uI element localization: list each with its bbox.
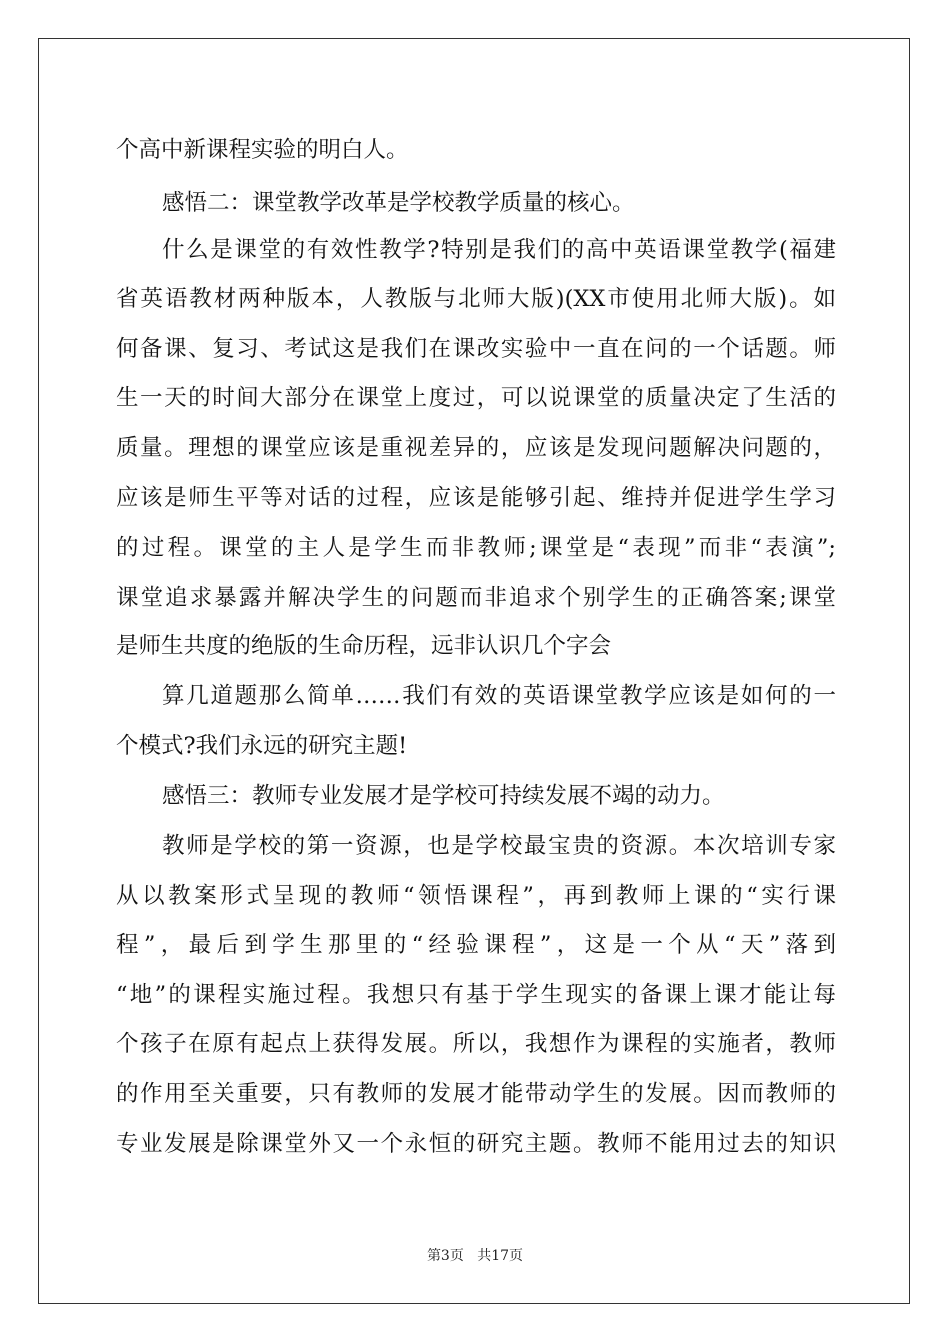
page-footer <box>0 1246 950 1266</box>
text-line: 从以教案形式呈现的教师“领悟课程”，再到教师上课的“实行课 <box>116 883 836 909</box>
text-line: 生一天的时间大部分在课堂上度过，可以说课堂的质量决定了生活的 <box>116 385 836 411</box>
text-line: 什么是课堂的有效性教学?特别是我们的高中英语课堂教学(福建 <box>162 237 836 263</box>
text-line: 质量。理想的课堂应该是重视差异的，应该是发现问题解决问题的， <box>116 435 836 461</box>
text-line: 是师生共度的绝版的生命历程，远非认识几个字会 <box>116 633 612 659</box>
text-line: 个模式?我们永远的研究主题! <box>116 733 408 759</box>
text-line: 专业发展是除课堂外又一个永恒的研究主题。教师不能用过去的知识 <box>116 1131 836 1157</box>
text-line: 课堂追求暴露并解决学生的问题而非追求个别学生的正确答案;课堂 <box>116 585 836 611</box>
section-heading: 感悟三：教师专业发展才是学校可持续发展不竭的动力。 <box>162 783 725 809</box>
text-line: 应该是师生平等对话的过程，应该是能够引起、维持并促进学生学习 <box>116 485 836 511</box>
text-line: 的过程。课堂的主人是学生而非教师;课堂是“表现”而非“表演”; <box>116 535 836 561</box>
text-line: 程”，最后到学生那里的“经验课程”，这是一个从“天”落到 <box>116 932 836 958</box>
text-line: 个高中新课程实验的明白人。 <box>116 137 409 163</box>
text-line: 算几道题那么简单……我们有效的英语课堂教学应该是如何的一 <box>162 683 836 709</box>
page-border <box>38 38 910 1304</box>
text-line: “地”的课程实施过程。我想只有基于学生现实的备课上课才能让每 <box>116 982 836 1008</box>
text-line: 的作用至关重要，只有教师的发展才能带动学生的发展。因而教师的 <box>116 1081 836 1107</box>
text-line: 何备课、复习、考试这是我们在课改实验中一直在问的一个话题。师 <box>116 336 836 362</box>
section-heading: 感悟二：课堂教学改革是学校教学质量的核心。 <box>162 190 635 216</box>
page-total: 共17页 <box>477 1248 524 1264</box>
text-line: 省英语教材两种版本，人教版与北师大版)(XX市使用北师大版)。如 <box>116 286 836 312</box>
text-line: 个孩子在原有起点上获得发展。所以，我想作为课程的实施者，教师 <box>116 1031 836 1057</box>
text-line: 教师是学校的第一资源，也是学校最宝贵的资源。本次培训专家 <box>162 833 836 859</box>
page-number: 第3页 <box>426 1248 464 1264</box>
